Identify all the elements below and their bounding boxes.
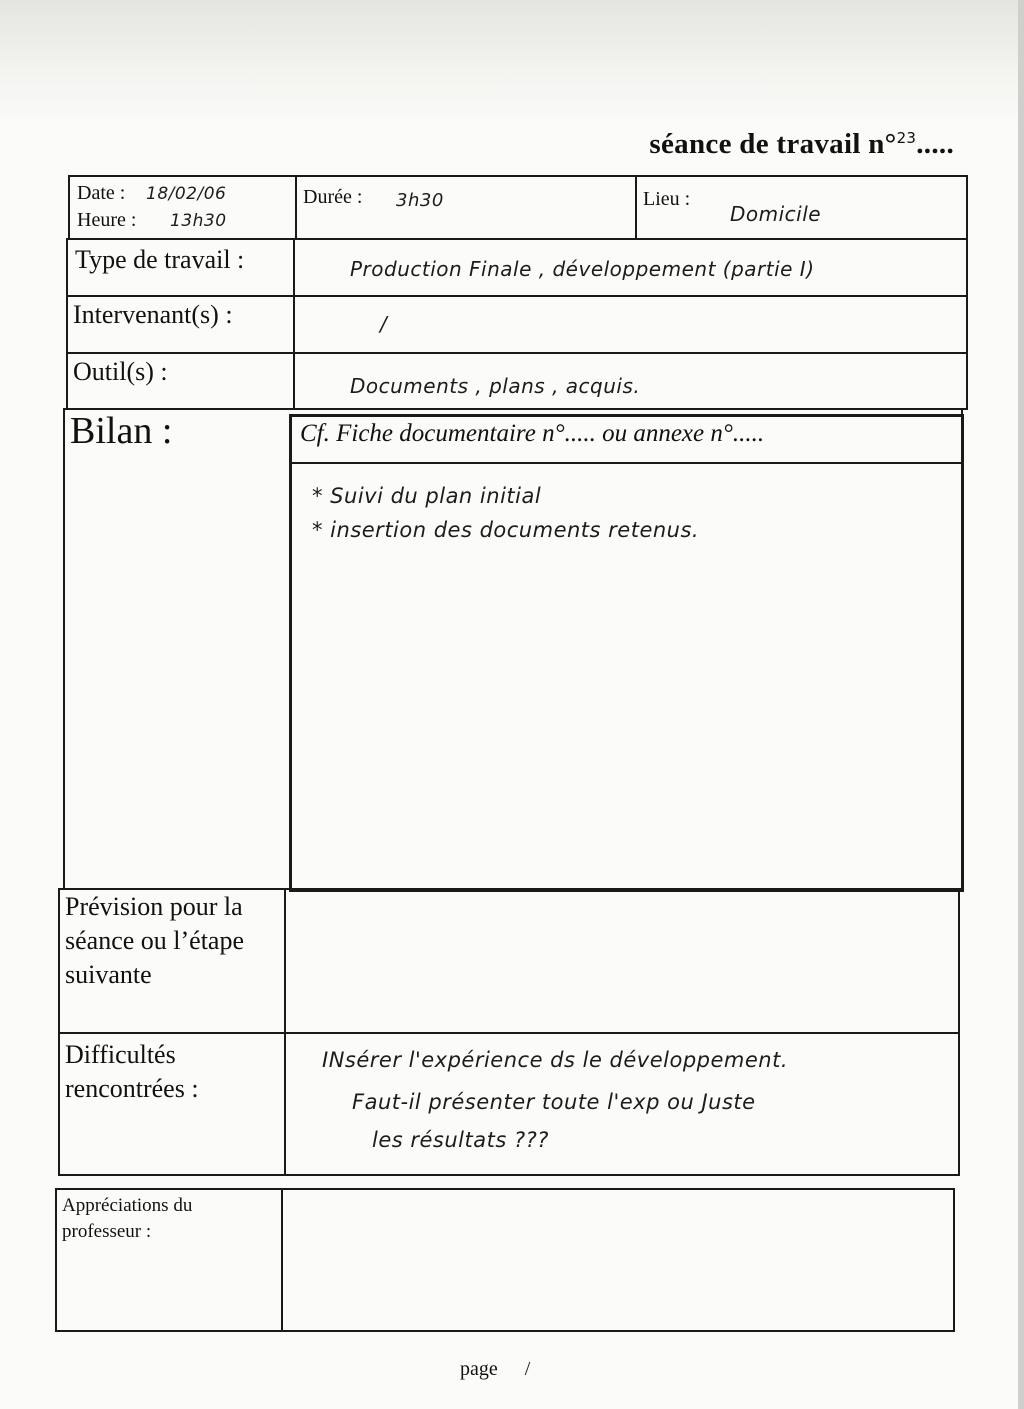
difficultes-label-line2: rencontrées : xyxy=(65,1074,199,1103)
bilan-item-1[interactable]: * Suivi du plan initial xyxy=(312,484,542,508)
scan-shading xyxy=(0,0,1024,130)
page-footer xyxy=(460,1358,530,1381)
page-label: page xyxy=(460,1358,498,1380)
date-value[interactable]: 18/02/06 xyxy=(146,184,227,204)
outils-value[interactable]: Documents , plans , acquis. xyxy=(350,374,641,398)
difficultes-line-2[interactable]: Faut-il présenter toute l'exp ou Juste xyxy=(352,1090,756,1114)
duree-label: Durée : xyxy=(303,186,363,208)
divider xyxy=(293,240,295,410)
divider xyxy=(281,1190,283,1331)
type-label: Type de travail : xyxy=(75,245,245,274)
session-number: 23 xyxy=(896,129,917,147)
title-dots: ..... xyxy=(916,128,954,160)
difficultes-line-3[interactable]: les résultats ??? xyxy=(372,1128,549,1152)
bilan-reference: Cf. Fiche documentaire n°..... ou annexe n°..... xyxy=(300,420,765,447)
prevision-label-line3: suivante xyxy=(65,960,152,989)
divider xyxy=(635,177,637,239)
type-value[interactable]: Production Finale , développement (partie I) xyxy=(350,257,815,281)
page-separator: / xyxy=(524,1358,531,1380)
difficultes-line-1[interactable]: INsérer l'expérience ds le développement. xyxy=(322,1048,789,1072)
lieu-value[interactable]: Domicile xyxy=(730,202,822,226)
lieu-label: Lieu : xyxy=(643,188,691,210)
divider xyxy=(295,177,297,239)
prevision-label-line1: Prévision pour la xyxy=(65,892,243,921)
divider xyxy=(60,1032,958,1034)
appreciations-label-line1: Appréciations du xyxy=(62,1195,193,1216)
bilan-item-2[interactable]: * insertion des documents retenus. xyxy=(312,518,700,542)
appreciations-label-line2: professeur : xyxy=(62,1221,152,1242)
heure-label: Heure : xyxy=(77,209,137,231)
outils-label: Outil(s) : xyxy=(73,357,168,386)
divider xyxy=(68,295,966,297)
divider xyxy=(292,462,962,464)
difficultes-label-line1: Difficultés xyxy=(65,1040,176,1069)
prevision-label-line2: séance ou l’étape xyxy=(65,926,245,955)
scan-edge xyxy=(1018,0,1024,1409)
title-label: séance de travail n° xyxy=(649,128,897,160)
date-label: Date : xyxy=(77,182,126,204)
intervenants-value[interactable]: / xyxy=(380,312,388,336)
bilan-label: Bilan : xyxy=(70,410,173,452)
heure-value[interactable]: 13h30 xyxy=(170,211,227,231)
duree-value[interactable]: 3h30 xyxy=(396,190,444,211)
divider xyxy=(68,352,966,354)
intervenants-label: Intervenant(s) : xyxy=(73,300,233,329)
page-title xyxy=(649,128,954,161)
